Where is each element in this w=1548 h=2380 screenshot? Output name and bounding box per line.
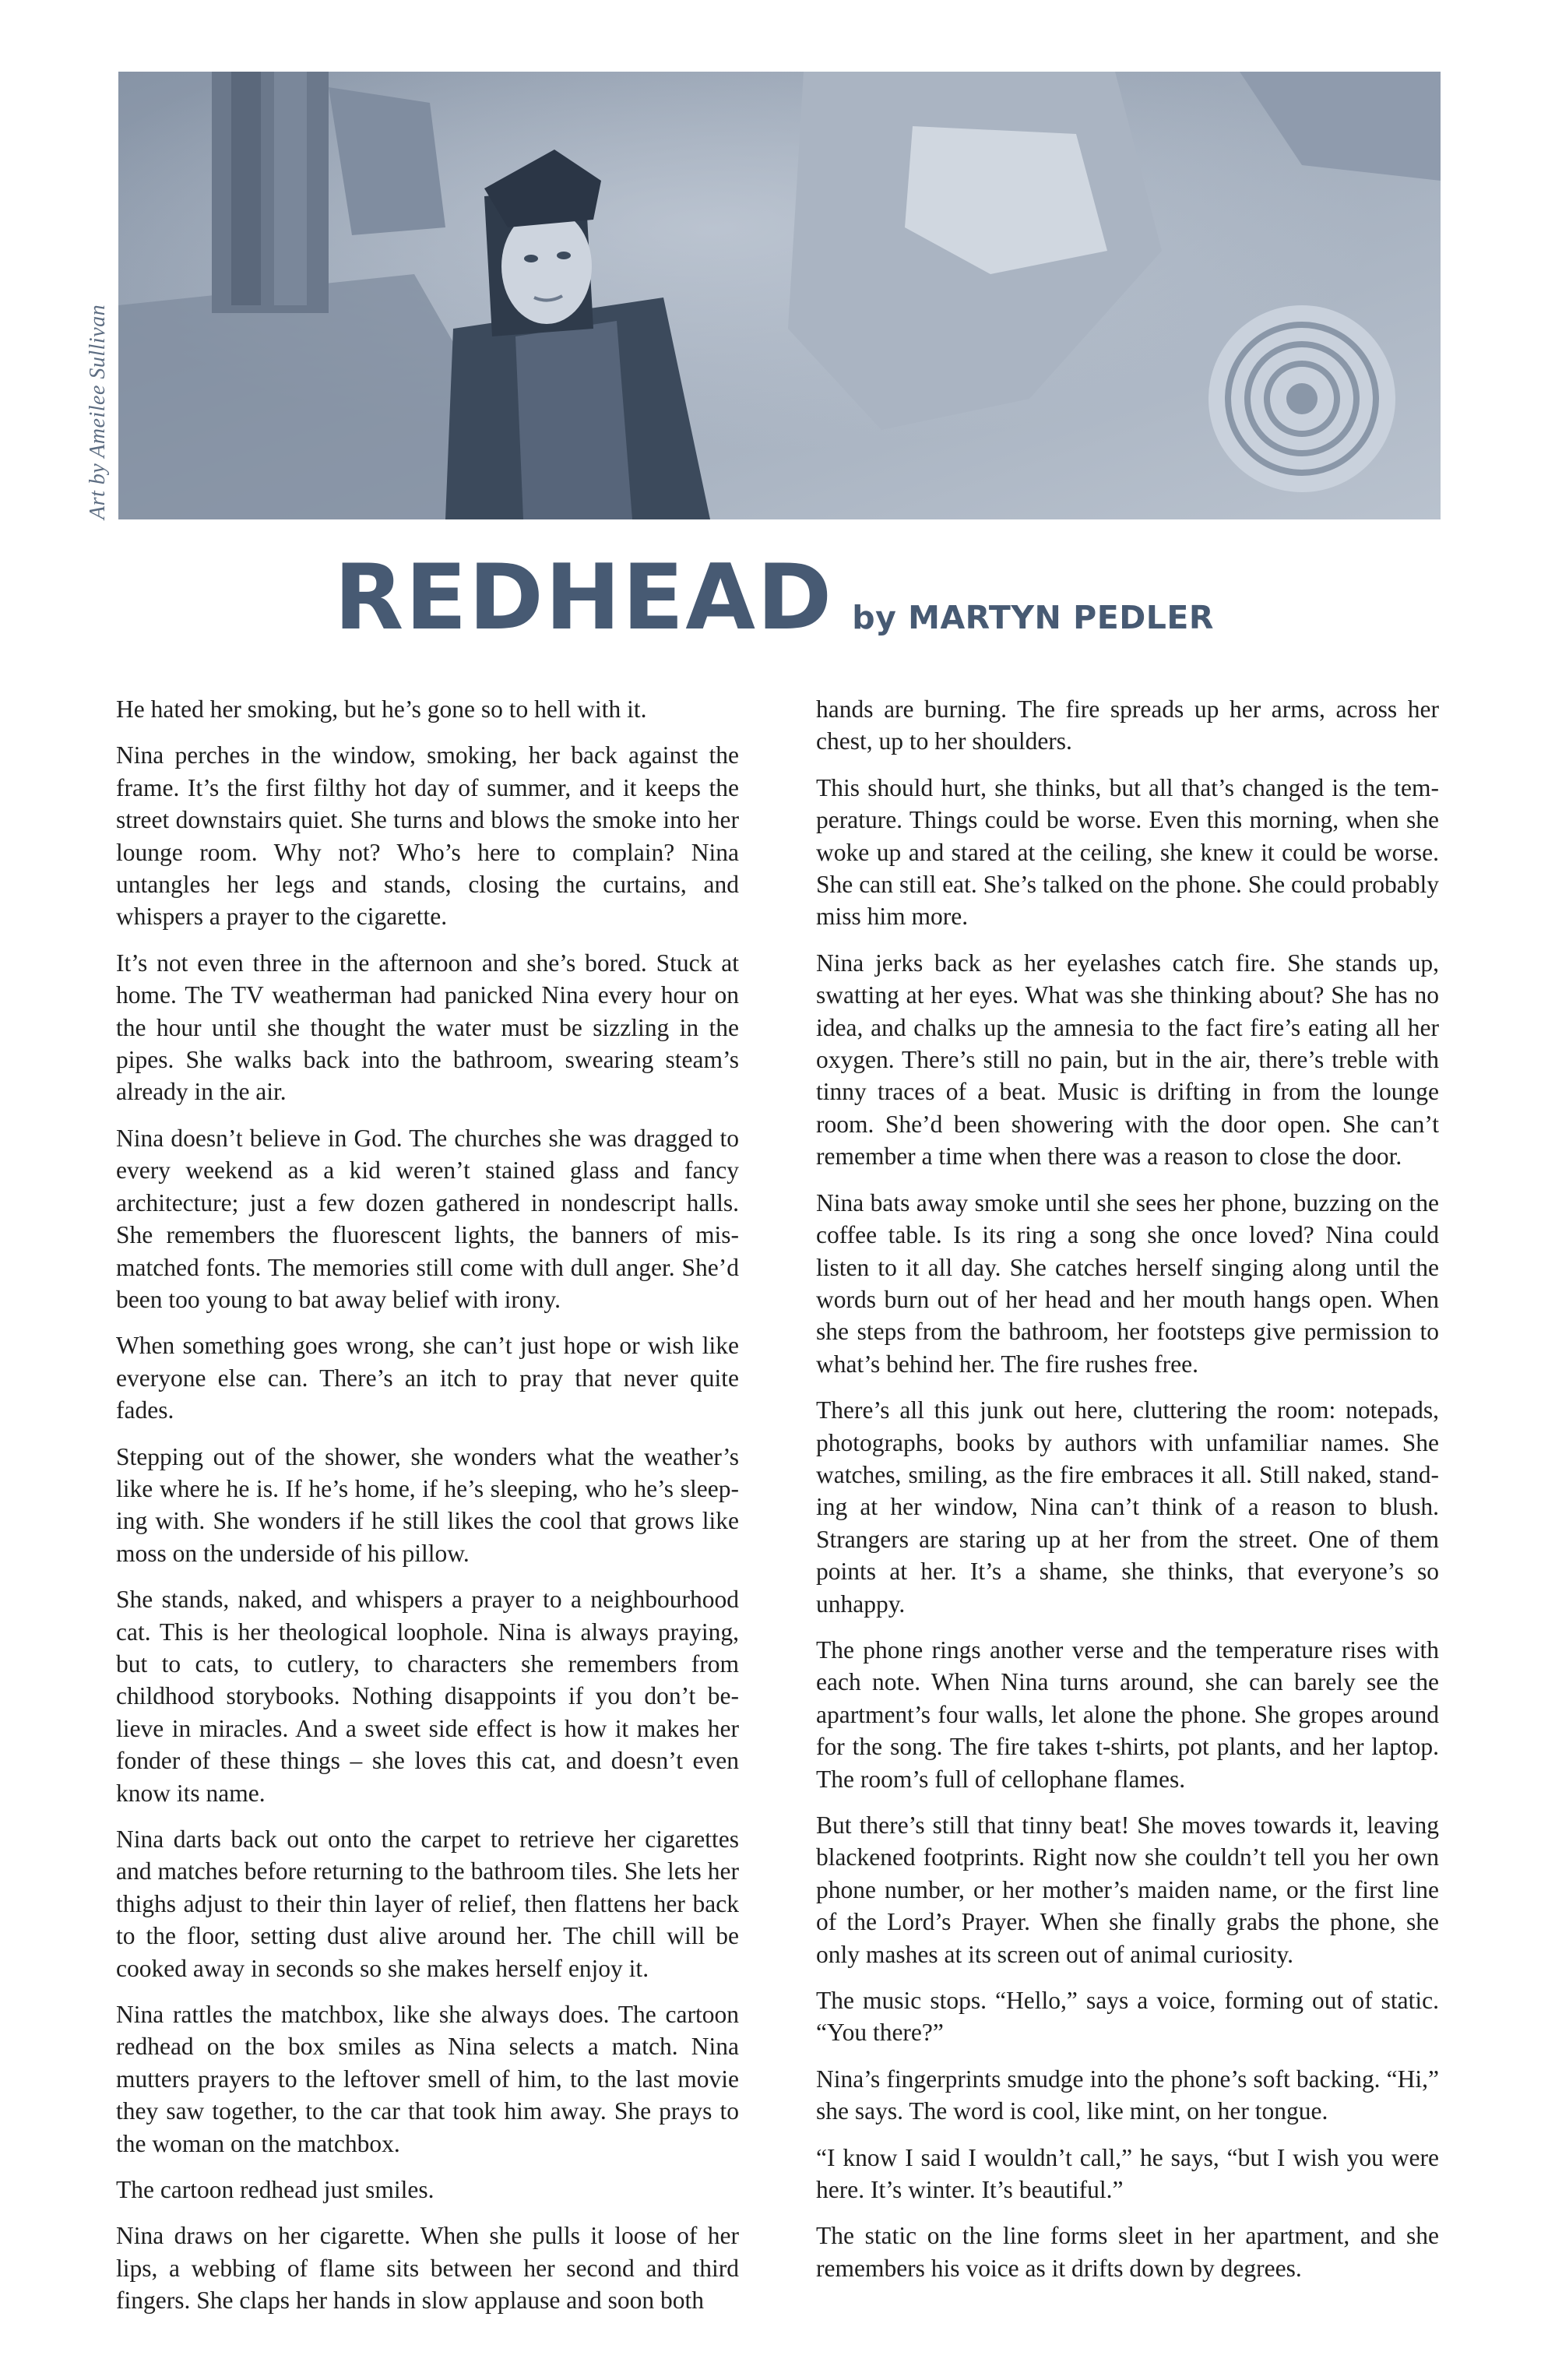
- paragraph: He hated her smoking, but he’s gone so to hell with it.: [116, 695, 647, 723]
- paragraph: The music stops. “Hello,” says a voice, forming out of static. “You there?”: [816, 1987, 1439, 2047]
- paragraph: hands are burning. The fire spreads up her arms, across her chest, up to her shoulders.: [816, 695, 1439, 755]
- paragraph: Nina’s fingerprints smudge into the phone’s soft backing. “Hi,” she says. The word is cool, like mint, on her tongue.: [816, 2065, 1439, 2125]
- paragraph: But there’s still that tinny beat! She moves towards it, leaving blackened footprints. Right now she couldn’t tell you her own phone number, or her mother’s maiden name, or the first line of the Lord’s Prayer. When she finally grabs the phone, she only mashes at its screen out of animal curiosity.: [816, 1811, 1439, 1968]
- paragraph: There’s all this junk out here, cluttering the room: notepads, photographs, books by authors with unfamiliar names. She watches, smiling, as the fire embraces it all. Still naked, stand-ing at her window, Nina can’t think of a reason to blush. Strangers are staring up at her from the street. One of them points at her. It’s a shame, she thinks, that everyone’s so unhappy.: [816, 1396, 1439, 1618]
- paragraph: She stands, naked, and whispers a prayer to a neighbourhood cat. This is her theological loophole. Nina is always praying, but to cats, to cutlery, to characters she remembers from childhood storybooks. Nothing disappoints if you don’t be-lieve in miracles. And a sweet side effect is how it makes her fonder of these things – she loves this cat, and doesn’t even know its name.: [116, 1586, 739, 1807]
- paragraph: Nina perches in the window, smoking, her back against the frame. It’s the first filthy hot day of summer, and it keeps the street downstairs quiet. She turns and blows the smoke into her lounge room. Why not? Who’s here to complain? Nina untangles her legs and stands, closing the curtains, and whispers a prayer to the cigarette.: [116, 741, 739, 931]
- paragraph: Nina jerks back as her eyelashes catch fire. She stands up, swatting at her eyes. What was she thinking about? She has no idea, and chalks up the amnesia to the fact fire’s eating all her oxygen. There’s still no pain, but in the air, there’s treble with tinny traces of a beat. Music is drifting in from the lounge room. She’d been showering with the door open. She can’t remember a time when there was a reason to close the door.: [816, 949, 1439, 1171]
- story-byline: by MARTYN PEDLER: [852, 599, 1214, 636]
- paragraph: Nina darts back out onto the carpet to retrieve her cigarettes and matches before returning to the bathroom tiles. She lets her thighs adjust to their thin layer of relief, then flattens her back to the floor, setting dust alive around her. The chill will be cooked away in seconds so she makes herself enjoy it.: [116, 1825, 739, 1982]
- story-column-left: [116, 693, 739, 2331]
- paragraph: Nina draws on her cigarette. When she pulls it loose of her lips, a webbing of flame sits between her second and third fingers. She claps her hands in slow applause and soon both: [116, 2222, 739, 2315]
- paragraph: Stepping out of the shower, she wonders what the weather’s like where he is. If he’s home, if he’s sleeping, who he’s sleep-ing with. She wonders if he still likes the cool that grows like moss on the underside of his pillow.: [116, 1442, 739, 1567]
- story-title: REDHEAD: [334, 545, 834, 650]
- paragraph: Nina rattles the matchbox, like she always does. The cartoon redhead on the box smiles as Nina selects a match. Nina mutters prayers to the leftover smell of him, to the last movie they saw together, to the car that took him away. She prays to the woman on the matchbox.: [116, 2001, 739, 2157]
- standing-legs: [212, 72, 329, 313]
- illustration-drawing: [118, 72, 1441, 519]
- paragraph: The static on the line forms sleet in her apartment, and she remembers his voice as it drifts down by degrees.: [816, 2222, 1439, 2282]
- paragraph: The phone rings another verse and the temperature rises with each note. When Nina turns around, she can barely see the apartment’s four walls, let alone the phone. She gropes around for the song. The fire takes t-shirts, pot plants, and her laptop. The room’s full of cellophane flames.: [816, 1635, 1439, 1793]
- paragraph: The cartoon redhead just smiles.: [116, 2176, 434, 2204]
- paragraph: When something goes wrong, she can’t just hope or wish like everyone else can. There’s an itch to pray that never quite fades.: [116, 1332, 739, 1424]
- title-block: [0, 545, 1548, 650]
- paragraph: Nina bats away smoke until she sees her phone, buzzing on the coffee table. Is its ring a song she once loved? Nina could listen to it all day. She catches herself singing along until the words burn out of her head and her mouth hangs open. When she steps from the bathroom, her footsteps give permission to what’s behind her. The fire rushes free.: [816, 1188, 1439, 1378]
- art-credit: Art by Ameilee Sullivan: [86, 304, 110, 519]
- header-illustration: [118, 72, 1441, 519]
- paragraph: It’s not even three in the afternoon and she’s bored. Stuck at home. The TV weatherman had panicked Nina every hour on the hour until she thought the water must be sizzling in the pipes. She walks back into the bathroom, swearing steam’s already in the air.: [116, 949, 739, 1106]
- story-column-right: [816, 693, 1439, 2298]
- paragraph: Nina doesn’t believe in God. The churches she was dragged to every weekend as a kid weren’t stained glass and fancy architecture; just a few dozen gathered in nondescript halls. She remembers the fluorescent lights, the banners of mis-matched fonts. The memories still come with dull anger. She’d been too young to bat away belief with irony.: [116, 1124, 739, 1313]
- paragraph: “I know I said I wouldn’t call,” he says, “but I wish you were here. It’s winter. It’s beautiful.”: [816, 2143, 1439, 2204]
- paragraph: This should hurt, she thinks, but all that’s changed is the tem-perature. Things could be worse. Even this morning, when she woke up and stared at the ceiling, she knew it could be worse. She can still eat. She’s talked on the phone. She could probably miss him more.: [816, 773, 1439, 931]
